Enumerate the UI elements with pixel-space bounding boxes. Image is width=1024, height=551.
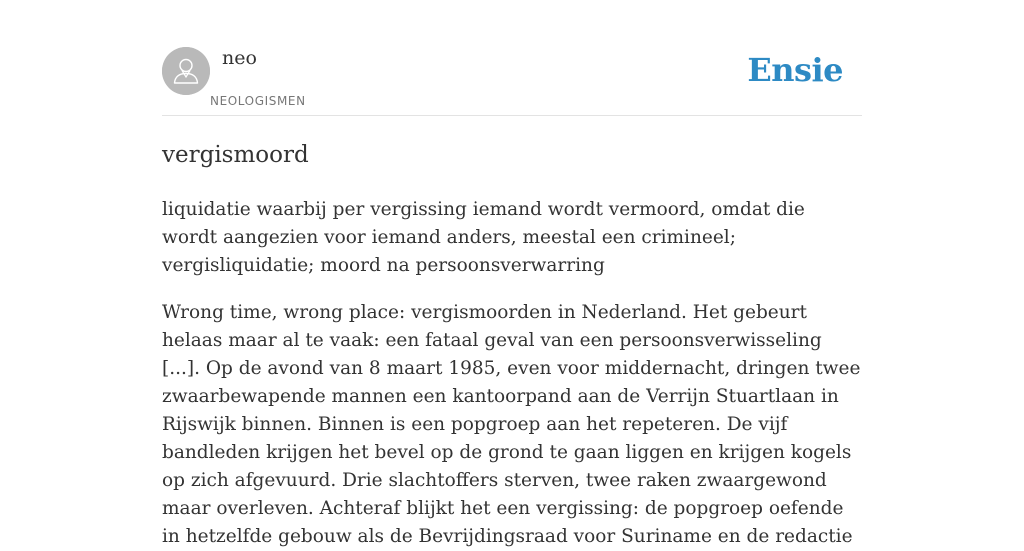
entry-definition: liquidatie waarbij per vergissing iemand wordt vermoord, omdat die wordt aangezien voor iemand anders, meestal een crimineel; vergisliquidatie; moord na persoonsverwarring [162, 199, 805, 276]
brand-logo[interactable]: Ensie [747, 51, 843, 89]
entry-quote: Wrong time, wrong place: vergismoorden in Nederland. Het gebeurt helaas maar al te vaak: een fataal geval van een persoonsverwisseling [...]. Op de avond van 8 maart 1985, even voor middernacht, dringen twee zwaarbewapende mannen een kantoorpand aan de Verrijn Stuartlaan in Rijswijk binnen. Binnen is een popgroep aan het repeteren. De vijf bandleden krijgen het bevel op de grond te gaan liggen en krijgen kogels op zich afgevuurd. Drie slachtoffers sterven, twee raken zwaargewond maar overleven. Achteraf blijkt het een vergissing: de popgroep oefende in hetzelfde gebouw als de Bevrijdingsraad voor Suriname en de redactie [162, 302, 861, 547]
avatar[interactable] [162, 47, 210, 95]
entry-header [162, 0, 862, 116]
user-silhouette-icon [162, 47, 210, 95]
page-container [162, 0, 862, 551]
username-link[interactable]: neo [222, 47, 257, 69]
entry-title: vergismoord [162, 142, 309, 168]
collection-label[interactable]: NEOLOGISMEN [210, 94, 306, 108]
